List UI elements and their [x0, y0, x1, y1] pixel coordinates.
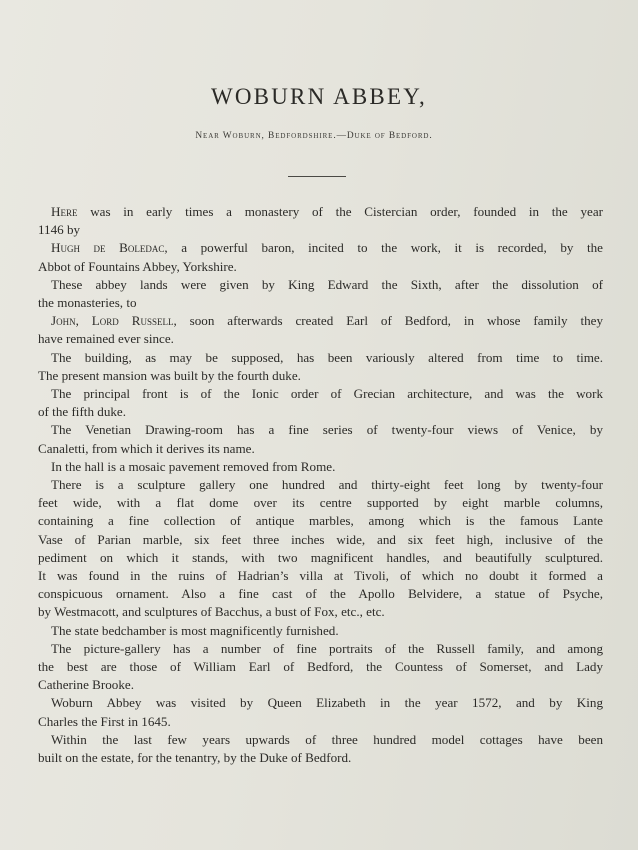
- text-line: The state bedchamber is most magnificently furnished.: [51, 622, 339, 638]
- text-line: the monasteries, to: [38, 295, 137, 311]
- text-line: of the fifth duke.: [38, 404, 126, 420]
- text-line: Vase of Parian marble, six feet three inches wide, and six feet high, inclusive of the: [38, 531, 603, 547]
- text-fragment: was in early times a monastery of the Cistercian order, founded in the year: [77, 204, 603, 219]
- person-name: John, Lord Russell: [51, 313, 174, 329]
- text-line: the best are those of William Earl of Bedford, the Countess of Somerset, and Lady: [38, 659, 603, 675]
- text-line: [38, 239, 603, 257]
- page-title: WOBURN ABBEY,: [210, 84, 428, 109]
- drop-word: Here: [51, 204, 78, 219]
- text-line: Canaletti, from which it derives its name.: [38, 440, 255, 456]
- text-line: built on the estate, for the tenantry, by the Duke of Bedford.: [38, 750, 352, 766]
- text-line: The picture-gallery has a number of fine portraits of the Russell family, and among: [51, 640, 603, 656]
- text-line: Within the last few years upwards of three hundred model cottages have been: [51, 731, 603, 747]
- text-line: have remained ever since.: [38, 331, 174, 347]
- text-line: Charles the First in 1645.: [38, 713, 171, 729]
- text-line: In the hall is a mosaic pavement removed from Rome.: [51, 458, 336, 474]
- text-line: The Venetian Drawing-room has a fine series of twenty-four views of Venice, by: [51, 422, 603, 438]
- text-line: feet wide, with a flat dome over its centre supported by eight marble columns,: [38, 495, 603, 511]
- text-line: conspicuous ornament. Also a fine cast of the Apollo Belvidere, a statue of Psyche,: [38, 586, 603, 602]
- person-name: Hugh de Boledac: [51, 240, 165, 256]
- text-line: It was found in the ruins of Hadrian’s villa at Tivoli, of which no doubt it formed a: [38, 568, 603, 584]
- text-line: These abbey lands were given by King Edward the Sixth, after the dissolution of: [51, 276, 603, 292]
- text-line: The principal front is of the Ionic order of Grecian architecture, and was the work: [51, 386, 603, 402]
- text-fragment: , a powerful baron, incited to the work, it is recorded, by the: [164, 240, 603, 256]
- text-fragment: , soon afterwards created Earl of Bedford, in whose family they: [173, 313, 603, 329]
- body-text: [38, 203, 603, 767]
- text-line: The building, as may be supposed, has been variously altered from time to time.: [51, 349, 603, 365]
- text-line: There is a sculpture gallery one hundred and thirty-eight feet long by twenty-four: [51, 477, 603, 493]
- text-line: Catherine Brooke.: [38, 677, 134, 693]
- text-line: containing a fine collection of antique marbles, among which is the famous Lante: [38, 513, 603, 529]
- text-line: [38, 312, 603, 330]
- text-line: Abbot of Fountains Abbey, Yorkshire.: [38, 258, 237, 274]
- text-line: 1146 by: [38, 222, 81, 238]
- text-line: [38, 203, 603, 221]
- text-line: The present mansion was built by the fourth duke.: [38, 367, 301, 383]
- text-line: Woburn Abbey was visited by Queen Elizabeth in the year 1572, and by King: [51, 695, 603, 711]
- page-subtitle: Near Woburn, Bedfordshire.—Duke of Bedford.: [195, 131, 433, 141]
- text-line: by Westmacott, and sculptures of Bacchus, a bust of Fox, etc., etc.: [38, 604, 385, 620]
- text-line: pediment on which it stands, with two magnificent handles, and beautifully sculptured.: [38, 549, 603, 565]
- title-divider: [288, 176, 346, 177]
